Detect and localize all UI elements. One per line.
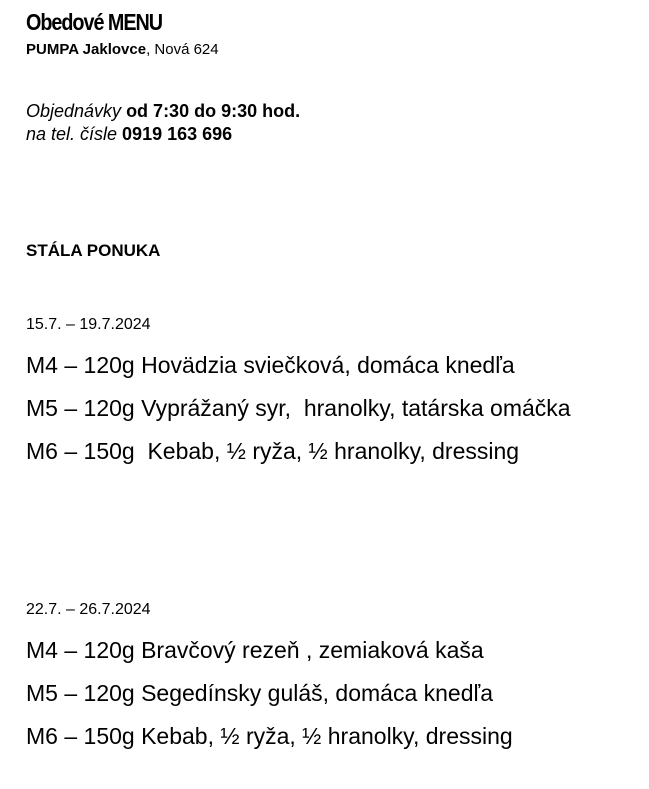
week-date: 22.7. – 26.7.2024 (26, 601, 151, 618)
menu-item: M4 – 120g Bravčový rezeň , zemiaková kaša (26, 637, 484, 663)
restaurant-street: , Nová 624 (146, 41, 219, 58)
menu-title: Obedové MENU (26, 9, 162, 35)
menu-item: M6 – 150g Kebab, ½ ryža, ½ hranolky, dressing (26, 723, 513, 749)
menu-item: M5 – 120g Vyprážaný syr, hranolky, tatárska omáčka (26, 395, 571, 421)
menu-item: M4 – 120g Hovädzia sviečková, domáca knedľa (26, 352, 515, 378)
menu-item: M6 – 150g Kebab, ½ ryža, ½ hranolky, dressing (26, 438, 520, 464)
week-date: 15.7. – 19.7.2024 (26, 316, 151, 333)
order-hours-label: Objednávky (26, 101, 122, 121)
order-hours-value: od 7:30 do 9:30 hod. (121, 101, 301, 121)
section-heading: STÁLA PONUKA (26, 241, 161, 260)
restaurant-address (26, 41, 219, 58)
order-phone-label: na tel. čísle (26, 124, 118, 144)
order-phone-number: 0919 163 696 (117, 124, 233, 144)
order-hours (26, 100, 300, 122)
restaurant-name: PUMPA Jaklovce (26, 41, 147, 58)
menu-item: M5 – 120g Segedínsky guláš, domáca knedľa (26, 680, 494, 706)
order-phone (26, 123, 232, 145)
